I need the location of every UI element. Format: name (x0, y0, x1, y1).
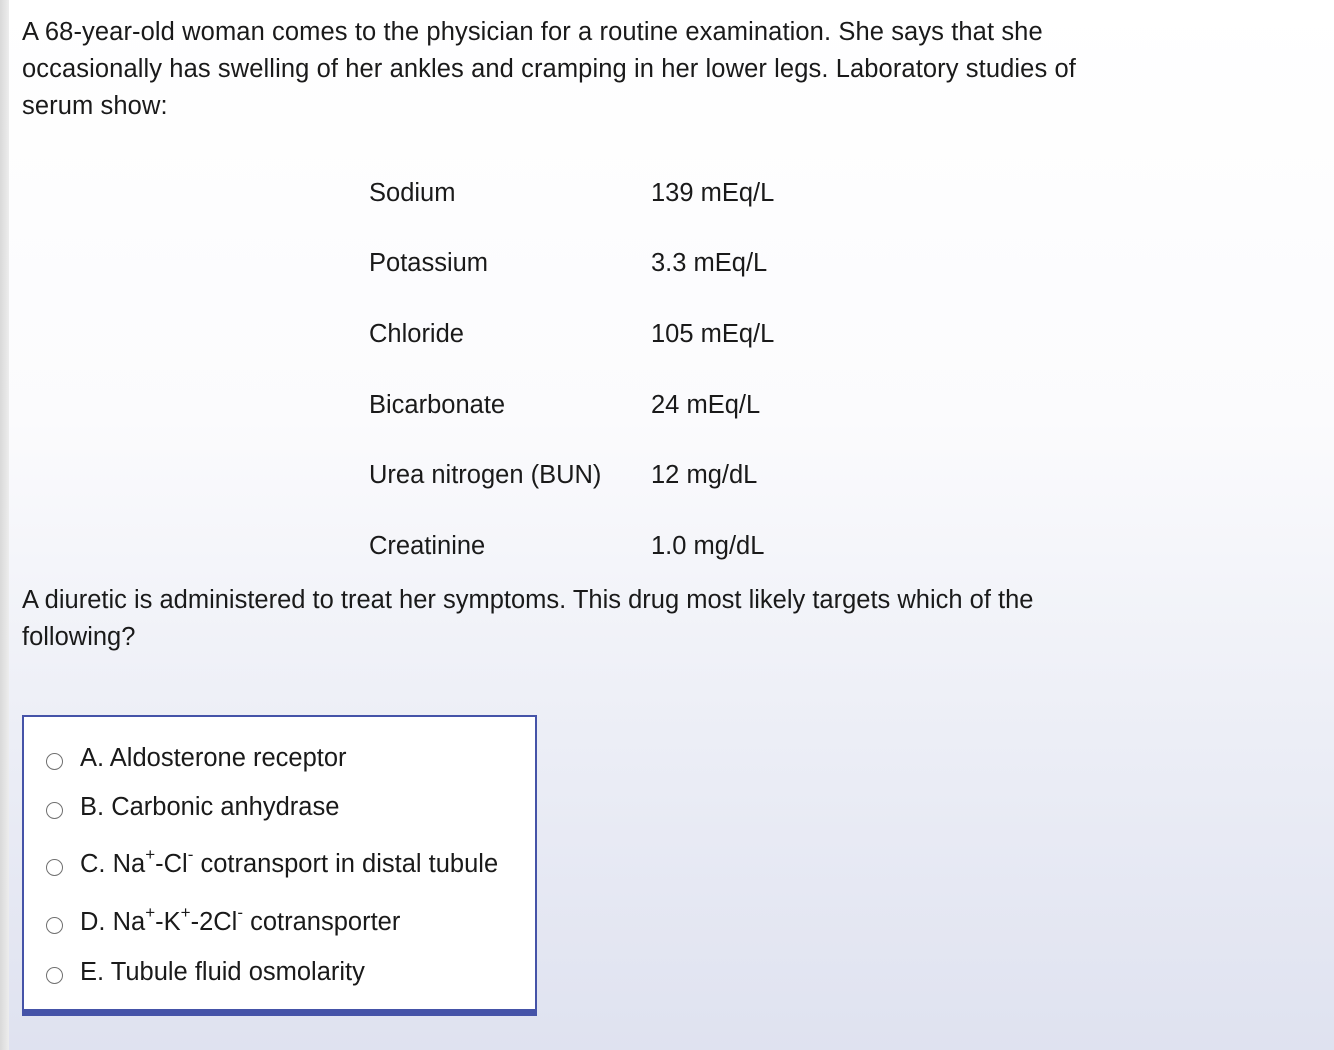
lab-value: 3.3 mEq/L (651, 249, 768, 278)
lab-row (369, 511, 851, 582)
lab-row (369, 299, 851, 370)
lab-row (369, 370, 851, 441)
lab-name: Potassium (369, 249, 489, 278)
lab-name: Creatinine (369, 531, 486, 560)
answer-text: -K (155, 907, 181, 936)
radio-button[interactable] (46, 917, 63, 934)
answer-option-e[interactable] (46, 955, 365, 989)
answer-letter: D. (80, 907, 113, 936)
answer-text: Na (112, 907, 146, 936)
answer-letter: E. (80, 957, 111, 986)
answer-text: Aldosterone receptor (109, 743, 347, 772)
answer-option-a[interactable] (46, 741, 347, 775)
lab-row (369, 158, 851, 229)
question-prompt: A diuretic is administered to treat her symptoms. This drug most likely targets which of the following? (22, 586, 1034, 651)
lab-results-table (369, 158, 851, 582)
answer-text: Tubule fluid osmolarity (110, 957, 365, 986)
answer-choices-panel (22, 715, 537, 1016)
answer-text: Carbonic anhydrase (111, 792, 340, 821)
answer-option-b[interactable] (46, 790, 339, 824)
ion-charge: - (187, 845, 194, 864)
lab-name: Chloride (369, 319, 464, 348)
answer-text: -Cl (155, 849, 188, 878)
answer-label (80, 958, 365, 987)
answer-option-d[interactable] (46, 905, 400, 939)
answer-text: Na (112, 849, 146, 878)
radio-button[interactable] (46, 802, 63, 819)
lab-value: 1.0 mg/dL (651, 531, 765, 560)
lab-name: Bicarbonate (369, 390, 506, 419)
answer-label (80, 744, 347, 773)
answer-text: cotransport in distal tubule (193, 849, 499, 878)
answer-letter: A. (80, 743, 110, 772)
lab-value: 12 mg/dL (651, 461, 758, 490)
lab-name: Urea nitrogen (BUN) (369, 461, 602, 490)
answer-label (80, 903, 401, 937)
answer-letter: C. (80, 849, 113, 878)
ion-charge: - (237, 903, 244, 922)
radio-button[interactable] (46, 967, 63, 984)
answer-text: -2Cl (190, 907, 238, 936)
radio-button[interactable] (46, 753, 63, 770)
lab-row (369, 229, 851, 300)
answer-label (80, 793, 339, 822)
lab-value: 105 mEq/L (651, 319, 775, 348)
ion-charge: + (145, 903, 156, 922)
lab-value: 24 mEq/L (651, 390, 761, 419)
answer-label (80, 845, 499, 879)
lab-row (369, 440, 851, 511)
question-stem: A 68-year-old woman comes to the physician for a routine examination. She says that she occasionally has swelling of her ankles and cramping in her lower legs. Laboratory studies of serum show: (22, 18, 1076, 120)
lab-value: 139 mEq/L (651, 178, 775, 207)
lab-name: Sodium (369, 178, 456, 207)
radio-button[interactable] (46, 859, 63, 876)
answer-text: cotransporter (243, 907, 401, 936)
ion-charge: + (145, 845, 156, 864)
ion-charge: + (180, 903, 191, 922)
answer-option-c[interactable] (46, 847, 498, 881)
answer-letter: B. (80, 792, 112, 821)
left-border (0, 0, 9, 1050)
